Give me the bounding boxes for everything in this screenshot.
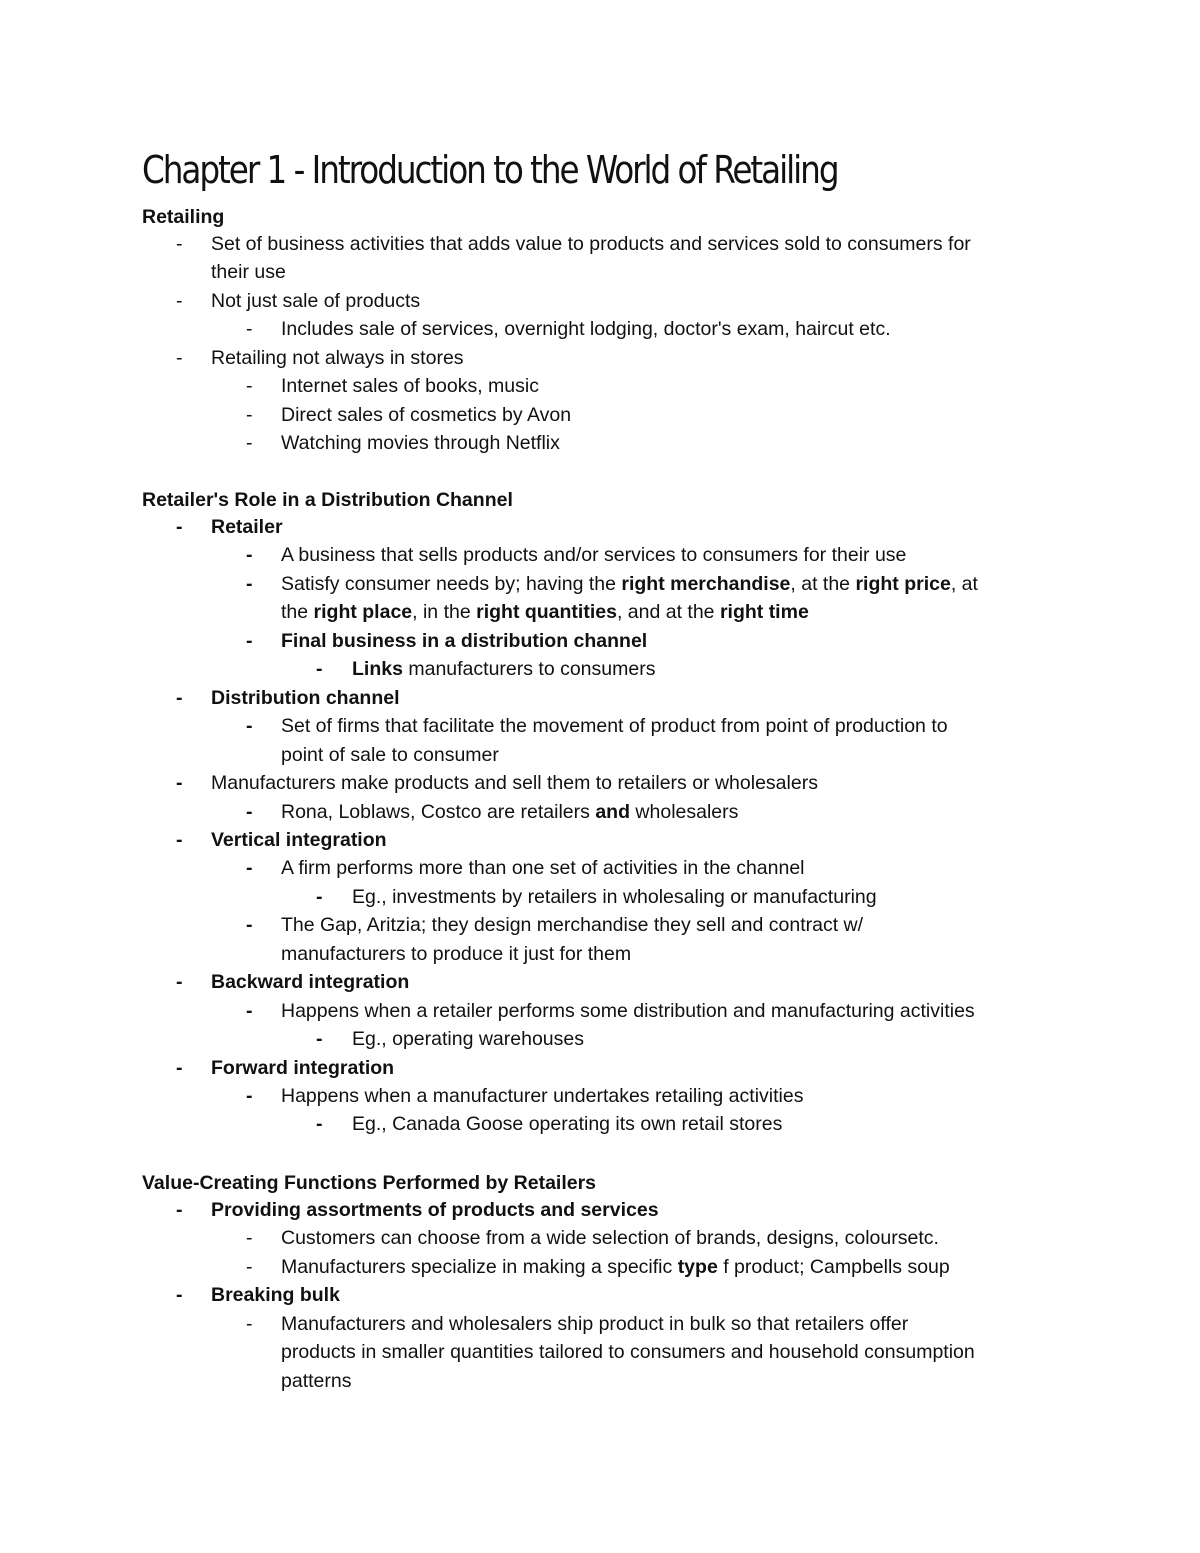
list-item-text: [281, 1082, 803, 1110]
bullet-dash: -: [316, 658, 323, 681]
bold-run: Links: [352, 658, 403, 681]
list-item-text: Internet sales of books, music: [281, 375, 539, 398]
bullet-dash: -: [246, 1255, 253, 1278]
text-run: Set of firms that facilitate the movement of product from point of production to: [281, 715, 948, 738]
list-item-text: [281, 1253, 950, 1281]
list-item-text: their use: [211, 261, 286, 284]
list-item-text: [281, 627, 647, 655]
list-item-text: [352, 655, 655, 683]
bold-run: type: [677, 1255, 718, 1278]
bullet-dash: -: [176, 1284, 183, 1307]
list-item-text: [211, 1196, 659, 1224]
bullet-dash: -: [246, 629, 253, 652]
list-item-text: [281, 570, 978, 598]
bullet-dash: -: [316, 1028, 323, 1051]
text-run: , at: [950, 572, 978, 595]
section-heading: Retailer's Role in a Distribution Channel: [142, 489, 513, 511]
list-item-text: [211, 769, 818, 797]
text-run: , in the: [412, 601, 477, 624]
list-item-text: [281, 598, 809, 626]
bold-run: Retailer: [211, 516, 283, 538]
text-run: , and at the: [616, 601, 720, 624]
text-run: Eg., Canada Goose operating its own retail stores: [352, 1113, 783, 1136]
list-item-text: Includes sale of services, overnight lodging, doctor's exam, haircut etc.: [281, 318, 891, 341]
bold-run: Final business in a distribution channel: [281, 629, 648, 652]
list-item-text: [281, 911, 863, 939]
bullet-dash: -: [246, 1227, 253, 1250]
list-item-text: [211, 826, 387, 854]
bold-run: Vertical integration: [211, 828, 387, 851]
list-item-text: Not just sale of products: [211, 289, 421, 312]
bullet-dash: -: [246, 1085, 253, 1107]
text-run: manufacturers to produce it just for them: [281, 942, 632, 965]
list-item-text: [352, 1025, 584, 1053]
bullet-dash: -: [246, 403, 253, 426]
bullet-dash: -: [176, 971, 183, 994]
list-item-text: [281, 798, 738, 826]
text-run: the: [281, 601, 314, 624]
list-item-text: [281, 1367, 351, 1395]
list-item-text: Direct sales of cosmetics by Avon: [281, 403, 572, 426]
text-run: Satisfy consumer needs by; having the: [281, 572, 622, 595]
bullet-dash: -: [176, 516, 183, 538]
text-run: Happens when a manufacturer undertakes retailing activities: [281, 1085, 804, 1107]
list-item-text: Set of business activities that adds value to products and services sold to consumers for: [211, 233, 971, 255]
bold-run: Distribution channel: [211, 686, 400, 709]
text-run: patterns: [281, 1369, 352, 1392]
text-run: Manufacturers specialize in making a specific: [281, 1255, 678, 1278]
list-item-text: [281, 1310, 908, 1338]
text-run: Rona, Loblaws, Costco are retailers: [281, 800, 596, 823]
bold-run: right quantities: [476, 601, 617, 624]
list-item-text: [211, 684, 400, 712]
bullet-dash: -: [176, 1199, 183, 1221]
text-run: Manufacturers and wholesalers ship product in bulk so that retailers offer: [281, 1312, 909, 1335]
bullet-dash: -: [246, 318, 253, 341]
page-title: Chapter 1 - Introduction to the World of Retailing: [142, 148, 838, 192]
bold-run: right price: [855, 572, 951, 595]
bullet-dash: -: [176, 1056, 183, 1079]
text-run: The Gap, Aritzia; they design merchandise they sell and contract w/: [281, 914, 864, 937]
bullet-dash: -: [176, 289, 183, 312]
text-run: manufacturers to consumers: [402, 658, 656, 681]
bold-run: Forward integration: [211, 1056, 395, 1079]
list-item-text: Retailing not always in stores: [211, 346, 464, 369]
bullet-dash: -: [176, 686, 183, 709]
list-item-text: [211, 513, 283, 541]
text-run: f product; Campbells soup: [717, 1255, 950, 1278]
bullet-dash: -: [246, 1312, 253, 1335]
bold-run: Providing assortments of products and services: [211, 1199, 659, 1221]
list-item-text: [211, 968, 409, 996]
list-item-text: [281, 712, 948, 740]
section-heading: Retailing: [142, 206, 225, 228]
list-item-text: [281, 741, 499, 769]
list-item-text: [352, 883, 877, 911]
text-run: Happens when a retailer performs some distribution and manufacturing activities: [281, 999, 975, 1022]
text-run: wholesalers: [630, 800, 739, 823]
bullet-dash: -: [246, 544, 253, 567]
bullet-dash: -: [246, 715, 253, 738]
list-item-text: Watching movies through Netflix: [281, 432, 560, 455]
text-run: point of sale to consumer: [281, 743, 499, 766]
bullet-dash: -: [176, 828, 183, 851]
bold-run: Backward integration: [211, 971, 410, 994]
bullet-dash: -: [176, 346, 183, 369]
list-item-text: [281, 940, 631, 968]
bold-run: right place: [313, 601, 413, 624]
text-run: Eg., investments by retailers in wholesaling or manufacturing: [352, 885, 877, 908]
text-run: A business that sells products and/or services to consumers for their use: [281, 544, 907, 567]
list-item-text: [211, 1281, 340, 1309]
list-item-text: [281, 1224, 939, 1252]
list-item-text: [281, 541, 906, 569]
bold-run: and: [595, 800, 630, 823]
bullet-dash: -: [246, 432, 253, 455]
section-heading: Value-Creating Functions Performed by Retailers: [142, 1172, 597, 1194]
text-run: , at the: [790, 572, 856, 595]
bullet-dash: -: [316, 1113, 323, 1136]
bullet-dash: -: [246, 375, 253, 398]
bold-run: right merchandise: [621, 572, 791, 595]
bullet-dash: -: [176, 772, 183, 795]
list-item-text: [211, 1054, 394, 1082]
text-run: products in smaller quantities tailored to consumers and household consumption: [281, 1341, 975, 1364]
bullet-dash: -: [246, 999, 253, 1022]
bullet-dash: -: [176, 233, 183, 255]
bullet-dash: -: [246, 800, 253, 823]
list-item-text: [281, 1338, 975, 1366]
text-run: Customers can choose from a wide selection of brands, designs, coloursetc.: [281, 1227, 939, 1250]
bullet-dash: -: [246, 857, 253, 880]
bold-run: Breaking bulk: [211, 1284, 340, 1307]
bullet-dash: -: [246, 572, 253, 595]
bold-run: right time: [719, 601, 809, 624]
text-run: A firm performs more than one set of activities in the channel: [281, 857, 805, 880]
list-item-text: [281, 997, 975, 1025]
bullet-dash: -: [246, 914, 253, 937]
bullet-dash: -: [316, 885, 323, 908]
list-item-text: [281, 854, 805, 882]
list-item-text: [352, 1110, 782, 1138]
text-run: Manufacturers make products and sell them to retailers or wholesalers: [211, 772, 818, 795]
text-run: Eg., operating warehouses: [352, 1028, 584, 1051]
